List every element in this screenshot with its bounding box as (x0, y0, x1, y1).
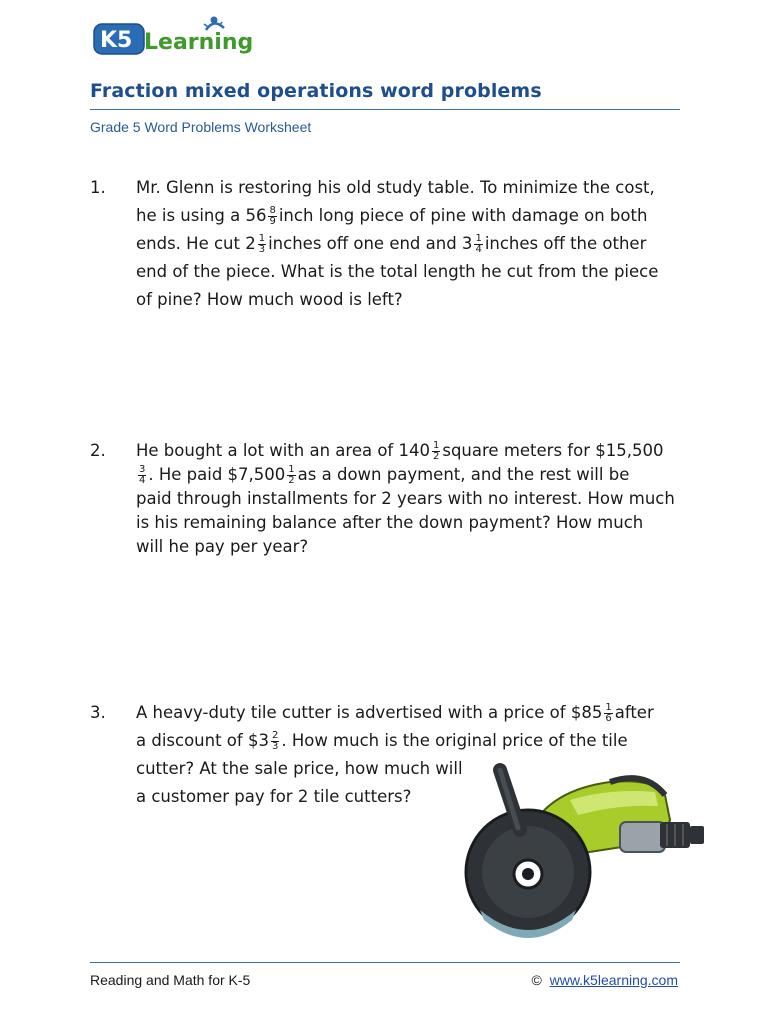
k5-learning-logo (92, 14, 262, 60)
problem-line: He bought a lot with an area of 140 $\frac{1}{2}$ square meters for $15,500 (136, 440, 664, 462)
problem-line: end of the piece. What is the total length he cut from the piece (136, 262, 659, 281)
copyright-symbol: © (531, 972, 542, 988)
page-title: Fraction mixed operations word problems (90, 80, 542, 102)
header-divider (90, 109, 680, 110)
problem-line: A heavy-duty tile cutter is advertised with a price of $85 $\frac{1}{6}$ after (136, 702, 654, 724)
problem-number: 1. (90, 178, 106, 197)
problem-line: of pine? How much wood is left? (136, 290, 403, 309)
problem-line: a discount of $3 $\frac{2}{3}$ . How much is the original price of the tile (136, 730, 628, 752)
problem-line: he is using a 56 $\frac{8}{9}$ inch long piece of pine with damage on both (136, 205, 648, 227)
fraction: $\frac{8}{9}$ (269, 205, 276, 227)
footer-credit (532, 972, 679, 988)
svg-text:Learning: Learning (144, 30, 254, 55)
problem-line: will he pay per year? (136, 537, 309, 556)
fraction: $\frac{1}{2}$ (288, 464, 295, 486)
problem-text (136, 441, 696, 561)
page-subtitle: Grade 5 Word Problems Worksheet (90, 119, 312, 135)
problem-line: ends. He cut 2 $\frac{1}{3}$ inches off one end and 3 $\frac{1}{4}$ inches off the other (136, 233, 647, 255)
fraction: $\frac{1}{4}$ (475, 233, 482, 255)
tile-cutter-illustration (460, 760, 710, 940)
footer-tagline: Reading and Math for K-5 (90, 972, 251, 988)
fraction: $\frac{1}{3}$ (258, 233, 266, 255)
problem-line: cutter? At the sale price, how much will (136, 759, 463, 778)
fraction: $\frac{1}{2}$ (432, 440, 440, 462)
fraction: $\frac{1}{6}$ (605, 702, 612, 724)
problem-text (136, 178, 696, 318)
footer-divider (90, 962, 680, 963)
problem-line: Mr. Glenn is restoring his old study table. To minimize the cost, (136, 178, 655, 197)
svg-text:K5: K5 (100, 28, 133, 53)
problem-line: paid through installments for 2 years with no interest. How much (136, 489, 675, 508)
problem-number: 2. (90, 441, 106, 460)
problem-number: 3. (90, 703, 106, 722)
website-link[interactable]: www.k5learning.com (549, 972, 678, 988)
fraction: $\frac{3}{4}$ (139, 464, 146, 486)
problem-line: is his remaining balance after the down payment? How much (136, 513, 644, 532)
problem-line: $\frac{3}{4}$ . He paid $7,500 $\frac{1}{2}$ as a down payment, and the rest will be (139, 464, 630, 486)
fraction: $\frac{2}{3}$ (271, 730, 279, 752)
problem-line: a customer pay for 2 tile cutters? (136, 787, 412, 806)
